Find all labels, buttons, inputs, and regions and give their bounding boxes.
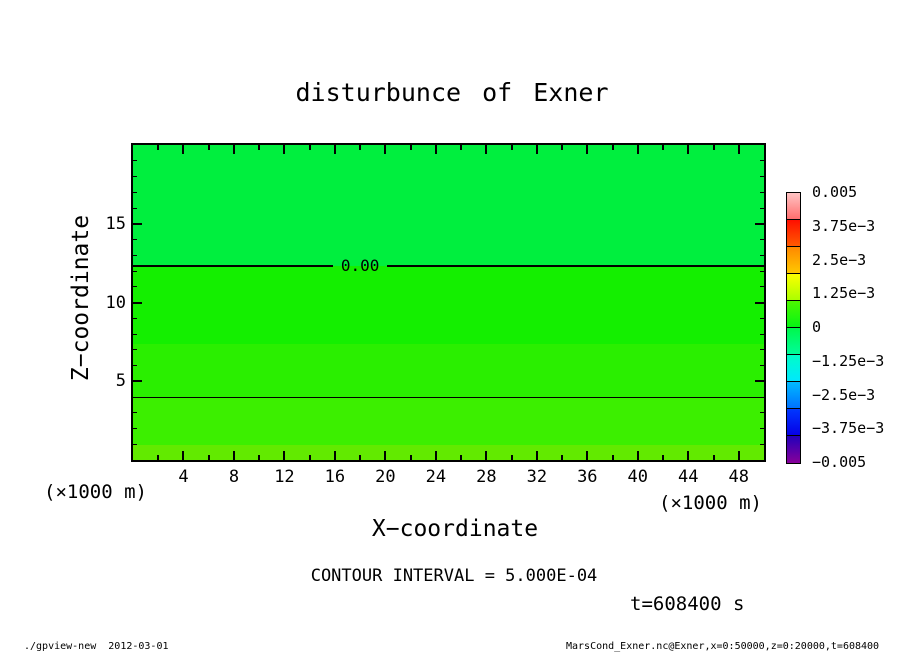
x-axis-tick [157,455,159,460]
z-axis-tick [133,271,137,272]
z-axis-tick [755,223,764,225]
chart-title: disturbunce of Exner [295,78,609,107]
z-axis-tick [133,428,137,429]
x-axis-tick [435,145,437,154]
x-axis-tick [182,451,184,460]
z-axis-tick [755,380,764,382]
x-tick-label: 16 [324,467,346,487]
x-axis-tick [359,455,361,460]
color-band [133,266,764,344]
x-axis-tick [334,451,336,460]
x-axis-tick [586,145,588,154]
x-axis-tick [485,145,487,154]
time-annotation: t=608400 s [630,593,745,615]
x-axis-tick [410,145,412,150]
z-tick-label: 10 [105,292,126,313]
x-axis-tick [511,455,513,460]
x-axis-tick [410,455,412,460]
colorbar-tick-label: 0.005 [812,183,858,201]
z-axis-tick [760,160,764,161]
colorbar-block [787,193,800,220]
x-axis-tick [208,455,210,460]
x-axis-tick [687,145,689,154]
x-axis-tick [359,145,361,150]
z-axis-tick [133,397,137,398]
z-axis-tick [760,208,764,209]
colorbar-block [787,274,800,301]
contour-label: 0.00 [340,256,380,276]
colorbar-block [787,355,800,382]
z-axis-tick [133,160,137,161]
z-axis-tick [133,365,137,366]
z-axis-tick [760,397,764,398]
z-tick-label: 15 [105,213,126,234]
z-axis-tick [133,444,137,445]
x-axis-tick [511,145,513,150]
z-axis-tick [760,286,764,287]
x-axis-tick [233,145,235,154]
x-axis-tick [258,145,260,150]
colorbar-block [787,301,800,328]
x-axis-tick [309,455,311,460]
x-axis-tick [460,455,462,460]
colorbar-block [787,328,800,355]
contour-line [133,265,333,267]
z-axis-tick [133,412,137,413]
z-axis-title: Z−coordinate [68,214,94,382]
x-tick-label: 12 [274,467,295,487]
z-axis-tick [760,444,764,445]
x-tick-label: 44 [678,467,699,487]
x-axis-tick [283,451,285,460]
z-axis-tick [133,223,142,225]
z-axis-tick [755,302,764,304]
x-axis-tick [713,145,715,150]
x-tick-label: 4 [178,467,189,487]
contour-line [387,265,764,267]
z-axis-tick [760,271,764,272]
colorbar-tick-label: −2.5e−3 [812,385,876,404]
colorbar-block [787,220,800,247]
x-axis-tick [536,145,538,154]
z-axis-tick [760,255,764,256]
x-axis-tick [233,451,235,460]
z-tick-label: 5 [115,371,126,392]
x-tick-label: 36 [577,467,598,487]
x-tick-label: 32 [526,467,548,487]
colorbar-tick-label: −3.75e−3 [812,419,885,438]
z-axis-tick [133,192,137,193]
x-axis-tick [738,451,740,460]
z-axis-tick [760,334,764,335]
plot-area [131,143,766,462]
z-axis-tick [133,380,142,382]
z-axis-tick [760,365,764,366]
z-axis-tick [133,176,137,177]
colorbar-tick-label: 0 [812,318,822,336]
colorbar-tick-label: −0.005 [812,453,867,471]
colorbar-tick-labels [812,183,902,471]
color-band [133,398,764,445]
x-axis-tick [637,145,639,154]
z-axis-tick [760,349,764,350]
x-axis-tick [258,455,260,460]
colorbar-block [787,436,800,463]
x-axis-tick [283,145,285,154]
x-axis-tick [208,145,210,150]
x-tick-label: 28 [476,467,497,487]
z-axis-tick [760,176,764,177]
x-axis-tick [460,145,462,150]
colorbar-block [787,382,800,409]
colorbar-tick-label: 3.75e−3 [812,216,876,235]
x-axis-tick [561,455,563,460]
x-axis-tick [662,455,664,460]
x-unit-label-right: (×1000 m) [659,492,762,514]
colorbar-block [787,247,800,274]
z-axis-tick [133,286,137,287]
x-axis-tick [586,451,588,460]
z-axis-tick [760,318,764,319]
z-axis-tick [133,318,137,319]
x-axis-tick [612,455,614,460]
z-axis-tick [133,349,137,350]
x-unit-label-left: (×1000 m) [44,481,147,503]
x-axis-title: X−coordinate [371,516,539,542]
color-band [133,145,764,266]
x-axis-tick [334,145,336,154]
x-tick-label: 48 [728,467,749,487]
x-axis-tick [435,451,437,460]
x-axis-tick [738,145,740,154]
x-axis-tick [309,145,311,150]
x-tick-label: 20 [375,467,396,487]
z-axis-tick [760,192,764,193]
color-band [133,445,764,460]
footer-data-source: MarsCond_Exner.nc@Exner,x=0:50000,z=0:20000,t=608400 [566,641,880,652]
z-axis-tick [133,302,142,304]
x-axis-tick [612,145,614,150]
x-axis-tick [182,145,184,154]
x-axis-tick [687,451,689,460]
z-axis-tick [133,208,137,209]
colorbar-tick-label: 2.5e−3 [812,250,867,269]
x-tick-label: 40 [627,467,649,487]
z-axis-tick [760,239,764,240]
x-tick-label: 8 [228,467,240,487]
colorbar [786,192,801,464]
z-axis-tick [133,334,137,335]
x-axis-tick [384,451,386,460]
footer-command-line: ./gpview-new 2012-03-01 [24,641,169,652]
x-tick-labels [133,467,764,489]
x-axis-tick [662,145,664,150]
x-axis-tick [157,145,159,150]
z-axis-tick [760,428,764,429]
x-axis-tick [536,451,538,460]
contour-interval-note: CONTOUR INTERVAL = 5.000E-04 [310,566,598,586]
x-axis-tick [384,145,386,154]
contour-line [133,397,764,398]
color-band [133,344,764,398]
x-axis-tick [713,455,715,460]
colorbar-block [787,409,800,436]
x-axis-tick [485,451,487,460]
z-axis-tick [133,239,137,240]
x-axis-tick [561,145,563,150]
x-axis-tick [637,451,639,460]
z-axis-tick [133,255,137,256]
colorbar-tick-label: −1.25e−3 [812,351,885,370]
z-axis-tick [760,412,764,413]
x-tick-label: 24 [425,467,447,487]
colorbar-tick-label: 1.25e−3 [812,284,876,303]
